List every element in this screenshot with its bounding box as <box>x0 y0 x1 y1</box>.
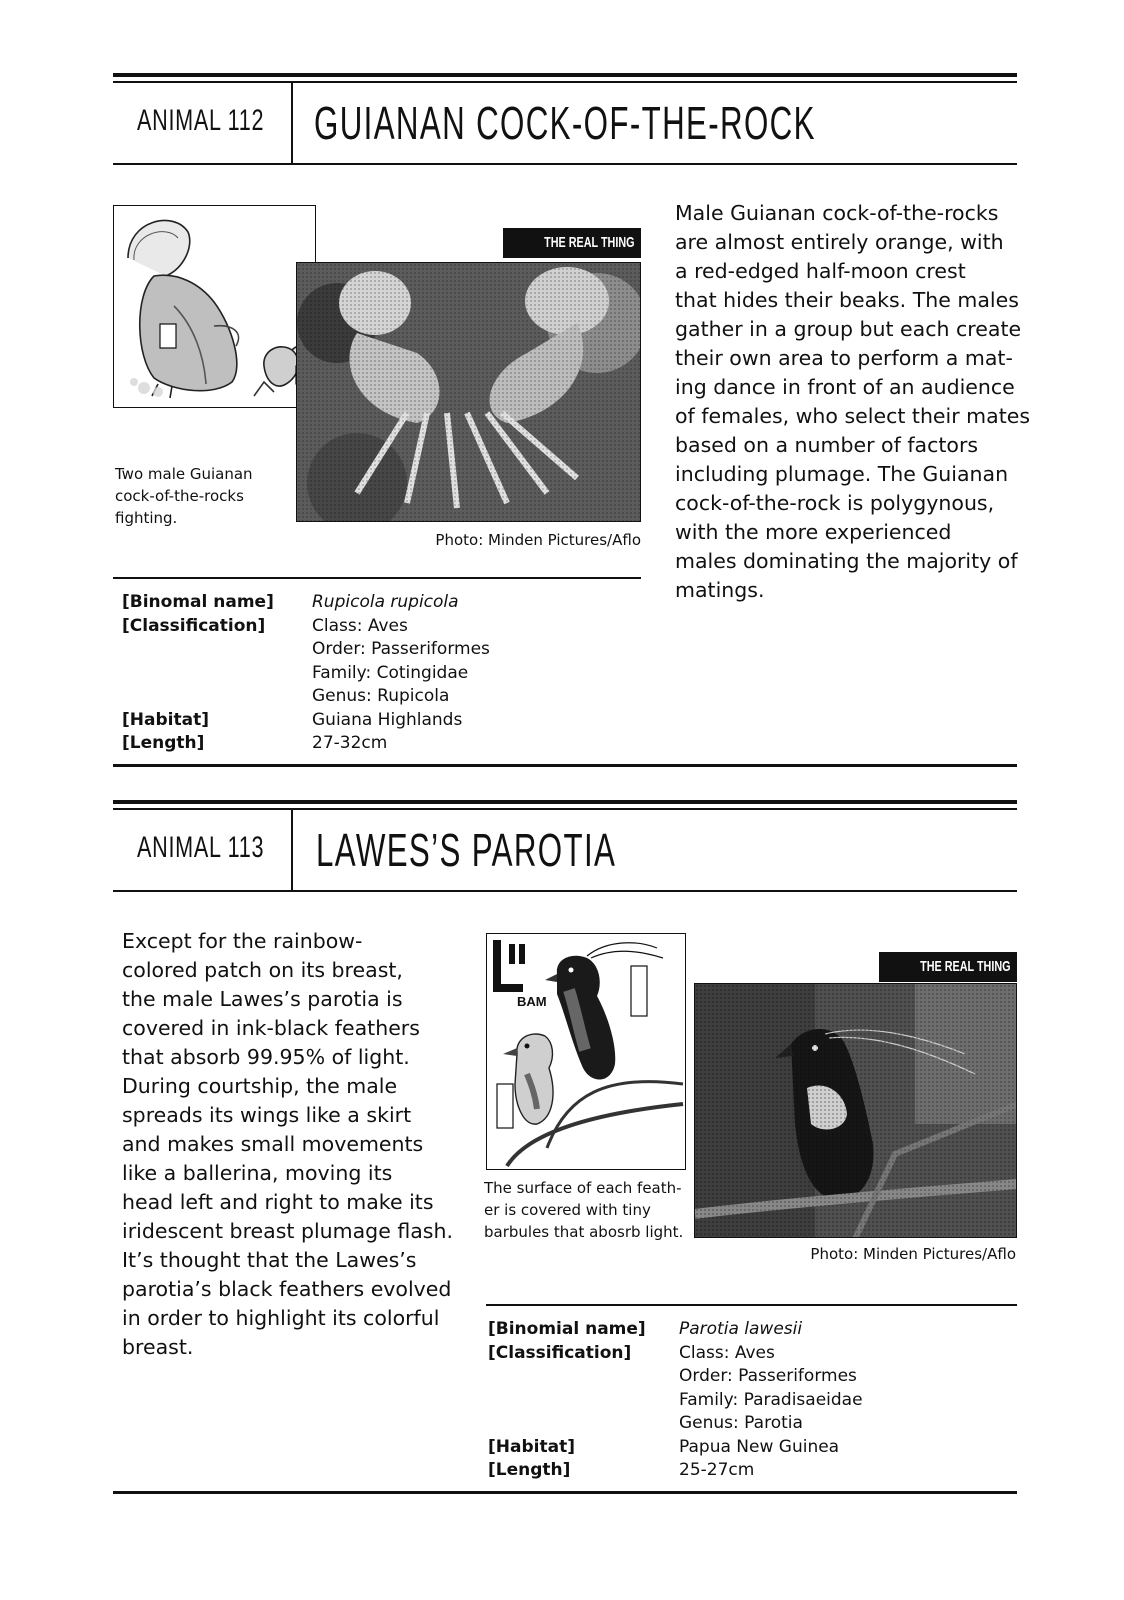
class-value: Class: Aves <box>679 1342 775 1363</box>
cock-of-the-rock-photo <box>297 263 641 522</box>
description-line: with the more experienced <box>675 520 952 544</box>
family-value: Family: Cotingidae <box>312 662 469 683</box>
sound-effect: BAM <box>517 994 547 1009</box>
description-line: breast. <box>122 1335 194 1359</box>
real-thing-tag <box>879 952 1017 982</box>
description-line: including plumage. The Guianan <box>675 462 1009 486</box>
caption-line: cock-of-the-rocks <box>115 487 244 505</box>
header-rule-bottom <box>113 163 1017 165</box>
description-line: ing dance in front of an audience <box>675 375 1015 399</box>
length-value: 25-27cm <box>679 1460 755 1480</box>
description-line: that hides their beaks. The males <box>675 288 1019 312</box>
description-line: It’s thought that the Lawes’s <box>122 1248 417 1272</box>
description-line: colored patch on its breast, <box>122 958 403 982</box>
description-line: Male Guianan cock-of-the-rocks <box>675 201 999 225</box>
description-line: head left and right to make its <box>122 1190 434 1214</box>
illustration-caption <box>115 463 253 529</box>
class-value: Class: Aves <box>312 615 408 636</box>
length-value: 27-32cm <box>312 733 388 753</box>
photo-credit: Photo: Minden Pictures/Aflo <box>810 1245 1016 1263</box>
description-line: the male Lawes’s parotia is <box>122 987 403 1011</box>
real-photo <box>694 983 1017 1238</box>
description-line: cock-of-the-rock is polygynous, <box>675 491 995 515</box>
animal-title: LAWES’S PAROTIA <box>316 824 617 876</box>
description-line: a red-edged half-moon crest <box>675 259 966 283</box>
header-rule-top-thin <box>113 81 1017 83</box>
info-table <box>122 591 642 761</box>
description-line: matings. <box>675 578 765 602</box>
binomial-value: Rupicola rupicola <box>312 592 459 612</box>
description-line: of females, who select their mates <box>675 404 1031 428</box>
animal-title: GUIANAN COCK-OF-THE-ROCK <box>314 97 816 149</box>
info-rule-top <box>113 577 641 579</box>
habitat-label: [Habitat] <box>122 709 209 730</box>
description-line: Except for the rainbow- <box>122 929 363 953</box>
genus-value: Genus: Rupicola <box>312 686 450 706</box>
header-rule-top-thin <box>113 808 1017 810</box>
photo-credit: Photo: Minden Pictures/Aflo <box>435 531 641 549</box>
entry-bottom-rule <box>113 764 1017 767</box>
description-line: During courtship, the male <box>122 1074 398 1098</box>
habitat-value: Papua New Guinea <box>679 1436 840 1457</box>
binomial-value: Parotia lawesii <box>679 1319 803 1339</box>
description-line: gather in a group but each create <box>675 317 1022 341</box>
description-line: iridescent breast plumage flash. <box>122 1219 453 1243</box>
binomial-label: [Binomal name] <box>122 592 274 612</box>
animal-number-label: ANIMAL 112 <box>137 104 265 137</box>
info-rule-top <box>486 1304 1017 1306</box>
info-table <box>488 1318 1008 1488</box>
description-line: and makes small movements <box>122 1132 424 1156</box>
caption-line: er is covered with tiny <box>484 1201 651 1219</box>
order-value: Order: Passeriformes <box>312 639 490 659</box>
description-line: are almost entirely orange, with <box>675 230 1004 254</box>
description <box>122 927 453 1362</box>
real-thing-tag <box>503 228 641 258</box>
cock-of-the-rock-drawing <box>114 206 314 406</box>
description-line: like a ballerina, moving its <box>122 1161 393 1185</box>
genus-value: Genus: Parotia <box>679 1413 803 1433</box>
real-thing-tag-text: THE REAL THING <box>920 958 1011 975</box>
description-line: that absorb 99.95% of light. <box>122 1045 410 1069</box>
caption-line: fighting. <box>115 509 178 527</box>
header-rule-bottom <box>113 890 1017 892</box>
real-photo <box>296 262 641 522</box>
binomial-label: [Binomial name] <box>488 1319 646 1339</box>
caption-line: Two male Guianan <box>115 465 253 483</box>
manga-illustration-panel <box>113 205 316 408</box>
habitat-label: [Habitat] <box>488 1436 575 1457</box>
order-value: Order: Passeriformes <box>679 1366 857 1386</box>
classification-label: [Classification] <box>122 615 266 636</box>
description-line: parotia’s black feathers evolved <box>122 1277 452 1301</box>
caption-line: barbules that abosrb light. <box>484 1223 684 1241</box>
header-rule-top-thick <box>113 73 1017 77</box>
real-thing-tag-text: THE REAL THING <box>544 234 635 251</box>
caption-line: The surface of each feath- <box>484 1179 682 1197</box>
description-line: covered in ink-black feathers <box>122 1016 420 1040</box>
description <box>675 199 1030 605</box>
parotia-drawing <box>487 934 684 1168</box>
parotia-photo <box>695 984 1017 1238</box>
description-line: based on a number of factors <box>675 433 979 457</box>
classification-label: [Classification] <box>488 1342 632 1363</box>
length-label: [Length] <box>122 733 205 753</box>
header-rule-top-thick <box>113 800 1017 804</box>
habitat-value: Guiana Highlands <box>312 709 463 730</box>
length-label: [Length] <box>488 1460 571 1480</box>
description-line: their own area to perform a mat- <box>675 346 1013 370</box>
family-value: Family: Paradisaeidae <box>679 1389 863 1410</box>
entry-bottom-rule <box>113 1491 1017 1494</box>
description-line: spreads its wings like a skirt <box>122 1103 412 1127</box>
illustration-caption <box>484 1177 683 1243</box>
description-line: males dominating the majority of <box>675 549 1018 573</box>
description-line: in order to highlight its colorful <box>122 1306 440 1330</box>
manga-illustration-panel <box>486 933 686 1170</box>
animal-number-label: ANIMAL 113 <box>137 831 265 864</box>
